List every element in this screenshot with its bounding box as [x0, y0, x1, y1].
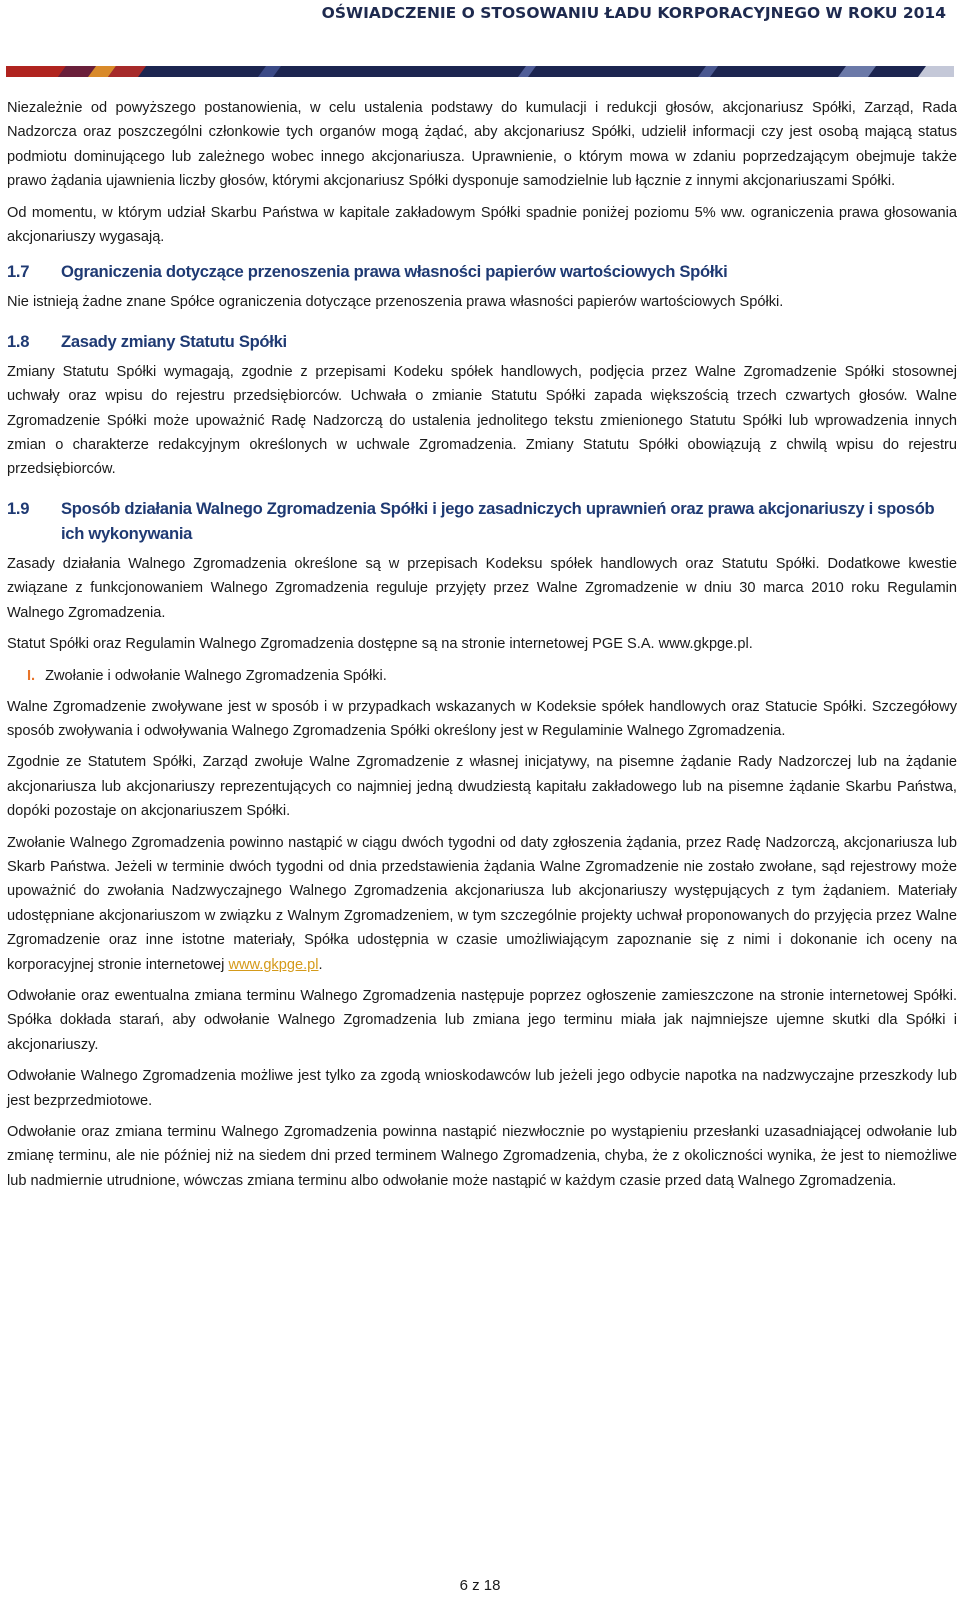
paragraph: Niezależnie od powyższego postanowienia, w celu ustalenia podstawy do kumulacji i redukcji głosów, akcjonariusz Spółki, Zarząd, Rada Nadzorcza oraz poszczególni członkowie tych organów mogą żądać, aby akcjonariusz Spółki, udzielił informacji czy jest osobą mającą status podmiotu dominującego lub zależnego wobec innego akcjonariusza. Uprawnienie, o którym mowa w zdaniu poprzedzającym obejmuje także prawo żądania ujawnienia liczby głosów, którymi akcjonariusz Spółki dysponuje samodzielnie lub łącznie z innymi akcjonariuszami Spółki.: [7, 100, 957, 190]
paragraph: Statut Spółki oraz Regulamin Walnego Zgromadzenia dostępne są na stronie internetowej PGE S.A. www.gkpge.pl.: [7, 636, 753, 653]
section-number: 1.8: [7, 331, 30, 351]
paragraph: Nie istnieją żadne znane Spółce ograniczenia dotyczące przenoszenia prawa własności papierów wartościowych Spółki.: [7, 294, 784, 311]
paragraph-text: Zwołanie Walnego Zgromadzenia powinno nastąpić w ciągu dwóch tygodni od daty zgłoszenia żądania, przez Radę Nadzorczą, akcjonariusza lub Skarb Państwa. Jeżeli w terminie dwóch tygodni od dnia przedstawienia żądania Walne Zgromadzenie nie zostało zwołane, sąd rejestrowy może upoważnić do zwołania Nadzwyczajnego Walnego Zgromadzenia akcjonariusza lub akcjonariuszy występujących z tym żądaniem. Materiały udostępniane akcjonariuszom w związku z Walnym Zgromadzeniem, w tym szczególnie projekty uchwał proponowanych do przyjęcia przez Walne Zgromadzenie oraz inne istotne materiały, Spółka udostępnia w czasie umożliwiającym zapoznanie się z nimi i dokonanie ich oceny na korporacyjnej stronie internetowej: [7, 834, 957, 973]
paragraph: Zgodnie ze Statutem Spółki, Zarząd zwołuje Walne Zgromadzenie z własnej inicjatywy, na pisemne żądanie Rady Nadzorczej lub na żądanie akcjonariusza lub akcjonariuszy reprezentujących co najmniej jedną dwudziestą kapitału zakładowego lub na pisemne żądanie Skarbu Państwa, dopóki pozostaje on akcjonariuszem Spółki.: [7, 754, 957, 820]
paragraph: [7, 831, 957, 977]
paragraph: Walne Zgromadzenie zwoływane jest w sposób i w przypadkach wskazanych w Kodeksie spółek handlowych oraz Statucie Spółki. Szczegółowy sposób zwoływania i odwoływania Walnego Zgromadzenia Spółki określony jest w Regulaminie Walnego Zgromadzenia.: [7, 698, 957, 739]
website-link[interactable]: www.gkpge.pl: [228, 956, 319, 973]
section-heading-1-8: [7, 329, 957, 354]
paragraph: Zasady działania Walnego Zgromadzenia określone są w przepisach Kodeksu spółek handlowych oraz Statutu Spółki. Dodatkowe kwestie związane z funkcjonowaniem Walnego Zgromadzenia reguluje przyjęty przez Walne Zgromadzenie w dniu 30 marca 2010 roku Regulamin Walnego Zgromadzenia.: [7, 555, 957, 621]
paragraph-end: .: [318, 956, 323, 973]
document-body: [7, 96, 957, 1200]
section-title: Ograniczenia dotyczące przenoszenia prawa własności papierów wartościowych Spółki: [61, 262, 728, 282]
paragraph: Odwołanie oraz ewentualna zmiana terminu Walnego Zgromadzenia następuje poprzez ogłoszenie zamieszczone na stronie internetowej Spółki. Spółka dokłada starań, aby odwołanie Walnego Zgromadzenia lub zmiana jego terminu miała jak najmniejsze ujemne skutki dla Spółki i akcjonariuszy.: [7, 987, 957, 1053]
subsection-heading: [7, 664, 957, 688]
section-title: Sposób działania Walnego Zgromadzenia Spółki i jego zasadniczych uprawnień oraz prawa akcjonariuszy i sposób ich wykonywania: [61, 498, 935, 543]
section-heading-1-9: [7, 496, 957, 546]
paragraph: Odwołanie Walnego Zgromadzenia możliwe jest tylko za zgodą wnioskodawców lub jeżeli jego odbycie napotka na nadzwyczajne przeszkody lub jest bezprzedmiotowe.: [7, 1068, 957, 1109]
subsection-title: Zwołanie i odwołanie Walnego Zgromadzenia Spółki.: [45, 667, 387, 684]
section-number: 1.9: [7, 498, 30, 518]
section-title: Zasady zmiany Statutu Spółki: [61, 331, 287, 351]
subsection-marker: I.: [27, 667, 36, 684]
paragraph: Od momentu, w którym udział Skarbu Państwa w kapitale zakładowym Spółki spadnie poniżej poziomu 5% ww. ograniczenia prawa głosowania akcjonariuszy wygasają.: [7, 204, 957, 246]
page-header-title: OŚWIADCZENIE O STOSOWANIU ŁADU KORPORACYJNEGO W ROKU 2014: [321, 4, 946, 22]
section-heading-1-7: [7, 259, 957, 284]
paragraph: Zmiany Statutu Spółki wymagają, zgodnie z przepisami Kodeku spółek handlowych, podjęcia przez Walne Zgromadzenie Spółki stosownej uchwały oraz wpisu do rejestru przedsiębiorców. Uchwała o zmianie Statutu Spółki zapada większością trzech czwartych głosów. Walne Zgromadzenie Spółki może upoważnić Radę Nadzorczą do ustalenia jednolitego tekstu zmienionego Statutu Spółki lub wprowadzenia innych zmian o charakterze redakcyjnym określonych w uchwale Zgromadzenia. Zmiany Statutu Spółki obowiązują z chwilą wpisu do rejestru przedsiębiorców.: [7, 363, 957, 478]
header-decorative-band: [6, 66, 954, 77]
page-number: 6 z 18: [459, 1577, 501, 1594]
paragraph: Odwołanie oraz zmiana terminu Walnego Zgromadzenia powinna nastąpić niezwłocznie po wystąpieniu przesłanki uzasadniającej odwołanie lub zmianę terminu, ale nie później niż na siedem dni przed terminem Walnego Zgromadzenia, chyba, że z okoliczności wynika, że jest to niemożliwe lub nadmiernie utrudnione, wówczas zmiana terminu albo odwołanie może nastąpić w każdym czasie przed datą Walnego Zgromadzenia.: [7, 1124, 957, 1189]
section-number: 1.7: [7, 262, 30, 282]
